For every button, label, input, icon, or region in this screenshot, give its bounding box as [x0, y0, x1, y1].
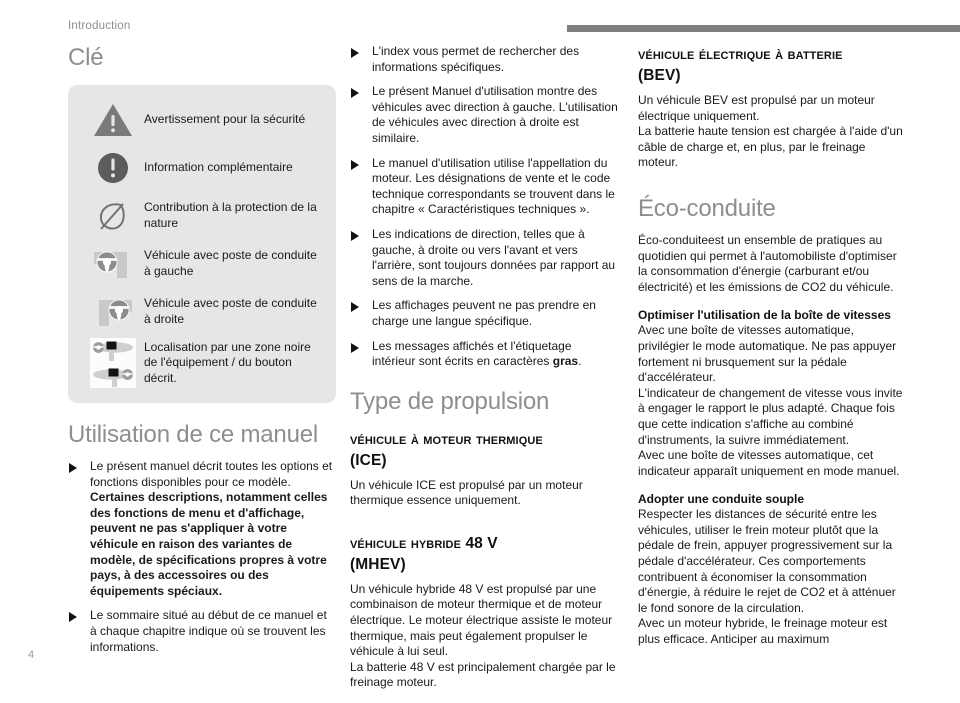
bullet-text: Les indications de direction, telles que à gauche, à droite ou vers l'avant et vers l'arrière, sont toujours données par rapport au sens de la marche.: [372, 226, 616, 288]
page-number: 4: [28, 649, 35, 661]
subheading-mhev-line2: (MHEV): [350, 555, 406, 573]
bullet-text: Le présent manuel décrit toutes les options et fonctions disponibles pour ce modèle.: [90, 459, 333, 489]
subheading-bev: [638, 44, 906, 86]
triangle-bullet-icon: [351, 343, 359, 353]
triangle-bullet-icon: [351, 302, 359, 312]
page-title-cle: Clé: [68, 44, 104, 71]
subheading-ice-line2: (ICE): [350, 451, 387, 469]
chapter-label: Introduction: [68, 20, 131, 32]
list-item: [350, 44, 618, 75]
key-label: Contribution à la protection de la nature: [144, 200, 317, 230]
triangle-bullet-icon: [351, 231, 359, 241]
page-header: [0, 0, 960, 44]
bullet-text: Les messages affichés et l'étiquetage intérieur sont écrits en caractères: [372, 338, 572, 369]
paragraph-ice: Un véhicule ICE est propulsé par un moteur thermique essence uniquement.: [350, 477, 583, 508]
key-label: Localisation par une zone noire de l'équipement / du bouton décrit.: [144, 339, 311, 385]
warning-triangle-icon: [82, 102, 144, 138]
key-label: Avertissement pour la sécurité: [144, 112, 306, 127]
subheading-mhev-line1-b: 48 V: [465, 534, 498, 552]
triangle-bullet-icon: [69, 612, 77, 622]
bullet-text: Le sommaire situé au début de ce manuel et à chaque chapitre indique où se trouvent les informations.: [90, 608, 327, 654]
bullet-text-bold: Certaines descriptions, notamment celles des fonctions de menu et d'affichage, peuvent ne pas s'appliquer à votre véhicule en raison des variantes de modèle, de spécifications propres à votre pays, à des accessoires ou des équipements spéciaux.: [90, 490, 328, 598]
list-item: [350, 298, 618, 329]
triangle-bullet-icon: [351, 88, 359, 98]
key-row-lhd: [82, 242, 322, 286]
bullet-text: Le manuel d'utilisation utilise l'appellation du moteur. Les désignations de vente et le code technique correspondants se trouvent dans le chapitre « Caractéristiques techniques ».: [372, 155, 615, 217]
key-legend-box: [68, 85, 336, 403]
information-circle-icon: [82, 150, 144, 186]
subheading-adopter-conduite-souple: Adopter une conduite souple: [638, 492, 805, 507]
bullet-text: L'index vous permet de rechercher des informations spécifiques.: [372, 44, 580, 74]
section-title-eco-conduite: Éco-conduite: [638, 194, 776, 222]
list-item: [350, 84, 618, 146]
leaf-icon: [82, 199, 144, 233]
key-row-warning: [82, 98, 322, 142]
manual-usage-bullet-list: [68, 459, 336, 655]
section-title-type-de-propulsion: Type de propulsion: [350, 387, 550, 415]
paragraph-mhev-2: La batterie 48 V est principalement chargée par le freinage moteur.: [350, 659, 616, 690]
black-zone-location-icon: [82, 338, 144, 388]
bullet-text-bold: gras: [552, 354, 579, 369]
list-item: [68, 608, 336, 655]
list-item: [350, 339, 618, 370]
triangle-bullet-icon: [351, 48, 359, 58]
key-row-information: [82, 146, 322, 190]
column-left: [68, 44, 336, 655]
list-item: [350, 227, 618, 289]
spacer: [68, 403, 336, 421]
paragraph-bev-1: Un véhicule BEV est propulsé par un moteur électrique uniquement.: [638, 93, 875, 123]
page-columns: [0, 44, 960, 690]
subheading-ice: [350, 429, 618, 471]
subheading-ice-line1: véhicule à moteur thermique: [350, 430, 543, 448]
right-hand-drive-icon: [82, 295, 144, 329]
spacer: [350, 521, 618, 533]
key-label: Véhicule avec poste de conduite à gauche: [144, 248, 317, 278]
paragraph-mhev-1: Un véhicule hybride 48 V est propulsé par une combinaison de moteur thermique et de moteur électrique. Le moteur électrique assiste le moteur thermique, mais peut également propulser le véhicule à lui seul.: [350, 581, 613, 659]
triangle-bullet-icon: [69, 463, 77, 473]
header-rule: [567, 25, 960, 32]
paragraph-sub1-2: L'indicateur de changement de vitesse vous invite à engager le rapport le plus adapté. Chaque fois que cette indication s'affiche au combiné d'instruments, la suivre immédiatement.: [638, 385, 903, 447]
key-row-rhd: [82, 290, 322, 334]
paragraph-sub2-1: Respecter les distances de sécurité entre les véhicules, utiliser le frein moteur plutôt que la pédale de frein, appuyer progressivement sur la pédale d'accélérateur. Ces comportements contribuent à économiser la consommation d'énergie, à réduire le rejet de CO2 et à atténuer le fond sonore de la circulation.: [638, 507, 896, 615]
paragraph-bev-2: La batterie haute tension est chargée à l'aide d'un câble de charge et, en plus, par le freinage moteur.: [638, 124, 903, 170]
key-row-black-zone: [82, 338, 322, 388]
triangle-bullet-icon: [351, 160, 359, 170]
column-right: [638, 44, 906, 648]
subheading-optimiser-boite-vitesses: Optimiser l'utilisation de la boîte de vitesses: [638, 308, 891, 323]
subheading-bev-line2: (BEV): [638, 67, 681, 84]
paragraph-sub2-2: Avec un moteur hybride, le freinage moteur est plus efficace. Anticiper au maximum: [638, 616, 888, 647]
key-label: Véhicule avec poste de conduite à droite: [144, 296, 317, 326]
bullet-text: Les affichages peuvent ne pas prendre en charge une langue spécifique.: [372, 298, 596, 328]
paragraph-sub1-3: Avec une boîte de vitesses automatique, cet indicateur apparaît uniquement en mode manuel.: [638, 448, 900, 478]
paragraph-eco-intro: Éco-conduiteest un ensemble de pratiques au quotidien qui permet à l'automobiliste d'optimiser la consommation d'énergie (carburant et/ou électricité) et les émissions de CO2 du véhicule.: [638, 232, 897, 294]
middle-bullet-list: [350, 44, 618, 370]
column-middle: [350, 44, 618, 703]
paragraph-sub1-1: Avec une boîte de vitesses automatique, privilégier le mode automatique. Ne pas appuyer fortement ni brusquement sur la pédale d'accélérateur.: [638, 323, 897, 385]
spacer: [638, 183, 906, 195]
list-item: [350, 156, 618, 218]
bullet-text: Le présent Manuel d'utilisation montre des véhicules avec direction à gauche. L'utilisation de véhicules avec direction à droite est similaire.: [372, 84, 618, 145]
left-hand-drive-icon: [82, 247, 144, 281]
subheading-bev-line1: véhicule électrique à batterie: [638, 46, 843, 63]
list-item: [68, 459, 336, 599]
key-row-nature: [82, 194, 322, 238]
subheading-mhev: [350, 533, 618, 575]
bullet-text-tail: .: [578, 354, 582, 369]
key-label: Information complémentaire: [144, 160, 293, 175]
subheading-mhev-line1-a: véhicule hybride: [350, 534, 466, 552]
spacer: [350, 370, 618, 388]
section-title-utilisation: Utilisation de ce manuel: [68, 421, 319, 448]
